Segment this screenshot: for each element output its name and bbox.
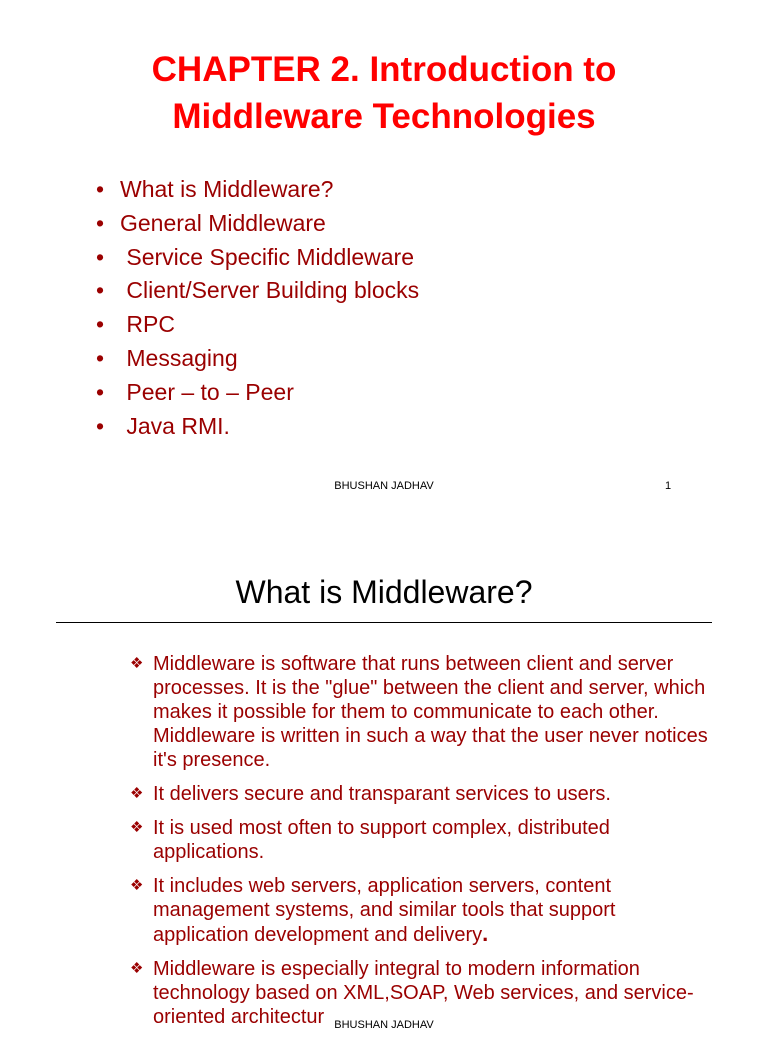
list-item: • Client/Server Building blocks [96,274,419,308]
slide-1 [0,0,768,512]
bullet-icon: • [96,344,105,371]
list-item: • Peer – to – Peer [96,376,419,410]
definition-list [130,652,710,1039]
list-item: ❖ Middleware is especially integral to modern information technology based on XML,SOAP, Web services, and service-oriented architectur [130,958,694,1028]
bullet-icon: • [96,311,105,338]
list-item: • Java RMI. [96,410,419,444]
bullet-icon: • [96,277,105,304]
slide-1-title [0,46,768,140]
title-line-1: CHAPTER 2. Introduction to [151,50,617,89]
bullet-icon: • [96,209,105,236]
list-item: ❖ Middleware is software that runs between client and server processes. It is the "glue" between the client and server, which makes it possible for them to communicate to each other. Middleware is written in such a way that the user never notices it's presence. [130,653,708,771]
page-number: 1 [665,480,672,492]
topics-list [96,173,419,443]
list-item: • General Middleware [96,207,419,241]
list-item: ❖ It is used most often to support complex, distributed applications. [130,817,610,863]
title-divider [56,622,712,623]
diamond-bullet-icon: ❖ [130,785,144,802]
title-line-2: Middleware Technologies [172,97,596,136]
list-item: • What is Middleware? [96,173,419,207]
bullet-icon: • [96,176,105,202]
list-item: ❖ It delivers secure and transparant services to users. [130,783,611,805]
list-item: • RPC [96,308,419,342]
diamond-bullet-icon: ❖ [130,960,144,977]
bullet-icon: • [96,412,105,439]
diamond-bullet-icon: ❖ [130,877,144,894]
list-item: • Service Specific Middleware [96,241,419,275]
diamond-bullet-icon: ❖ [130,819,144,836]
list-item: • Messaging [96,342,419,376]
bullet-icon: • [96,378,105,405]
bullet-icon: • [96,243,105,270]
slide-2 [0,512,768,1031]
diamond-bullet-icon: ❖ [130,655,144,672]
footer-author: BHUSHAN JADHAV [334,480,434,492]
footer-author: BHUSHAN JADHAV [334,1019,434,1031]
slide-2-title: What is Middleware? [235,574,533,610]
list-item: ❖ It includes web servers, application servers, content management systems, and similar tools that support application development and delivery. [130,875,616,946]
